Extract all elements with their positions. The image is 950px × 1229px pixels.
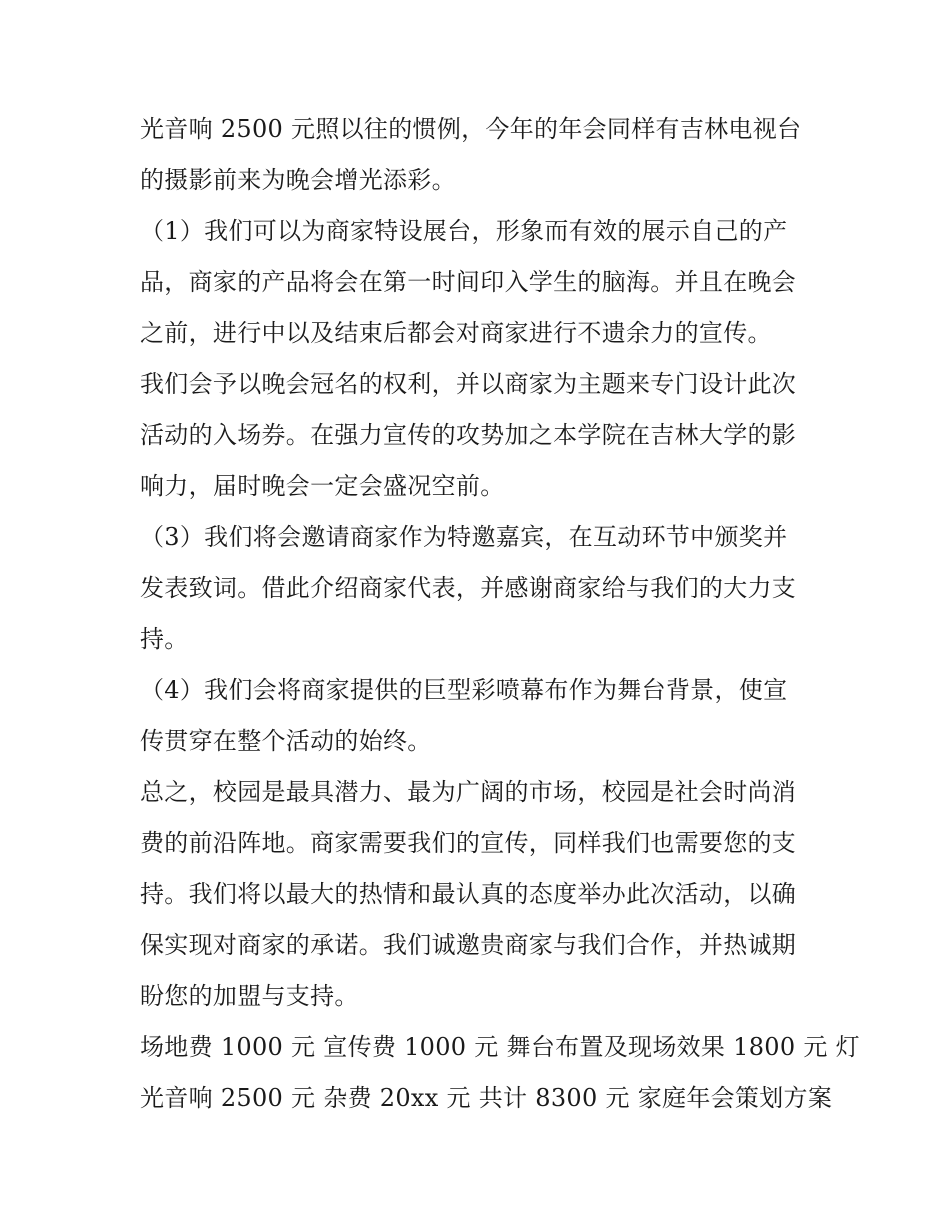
- text-line: 光音响 2500 元 杂费 20xx 元 共计 8300 元 家庭年会策划方案: [140, 1084, 833, 1112]
- text-line: （4）我们会将商家提供的巨型彩喷幕布作为舞台背景，使宣: [140, 676, 788, 704]
- document-body: [140, 104, 860, 1124]
- text-line: 之前，进行中以及结束后都会对商家进行不遗余力的宣传。: [140, 319, 772, 347]
- text-line: 总之，校园是最具潜力、最为广阔的市场，校园是社会时尚消: [140, 778, 797, 806]
- text-line: 品，商家的产品将会在第一时间印入学生的脑海。并且在晚会: [140, 268, 797, 296]
- text-line: 保实现对商家的承诺。我们诚邀贵商家与我们合作，并热诚期: [140, 931, 797, 959]
- text-line: 传贯穿在整个活动的始终。: [140, 727, 432, 755]
- text-line: 响力，届时晚会一定会盛况空前。: [140, 472, 505, 500]
- text-line: （1）我们可以为商家特设展台，形象而有效的展示自己的产: [140, 217, 788, 245]
- text-line: 盼您的加盟与支持。: [140, 982, 359, 1010]
- text-line: 持。我们将以最大的热情和最认真的态度举办此次活动，以确: [140, 880, 797, 908]
- text-line: 的摄影前来为晚会增光添彩。: [140, 166, 456, 194]
- text-line: 场地费 1000 元 宣传费 1000 元 舞台布置及现场效果 1800 元 灯: [140, 1033, 860, 1061]
- text-line: （3）我们将会邀请商家作为特邀嘉宾，在互动环节中颁奖并: [140, 523, 788, 551]
- text-line: 光音响 2500 元照以往的惯例，今年的年会同样有吉林电视台: [140, 115, 802, 143]
- text-line: 费的前沿阵地。商家需要我们的宣传，同样我们也需要您的支: [140, 829, 797, 857]
- text-line: 持。: [140, 625, 189, 653]
- text-line: 发表致词。借此介绍商家代表，并感谢商家给与我们的大力支: [140, 574, 797, 602]
- text-line: 我们会予以晚会冠名的权利，并以商家为主题来专门设计此次: [140, 370, 797, 398]
- text-line: 活动的入场券。在强力宣传的攻势加之本学院在吉林大学的影: [140, 421, 797, 449]
